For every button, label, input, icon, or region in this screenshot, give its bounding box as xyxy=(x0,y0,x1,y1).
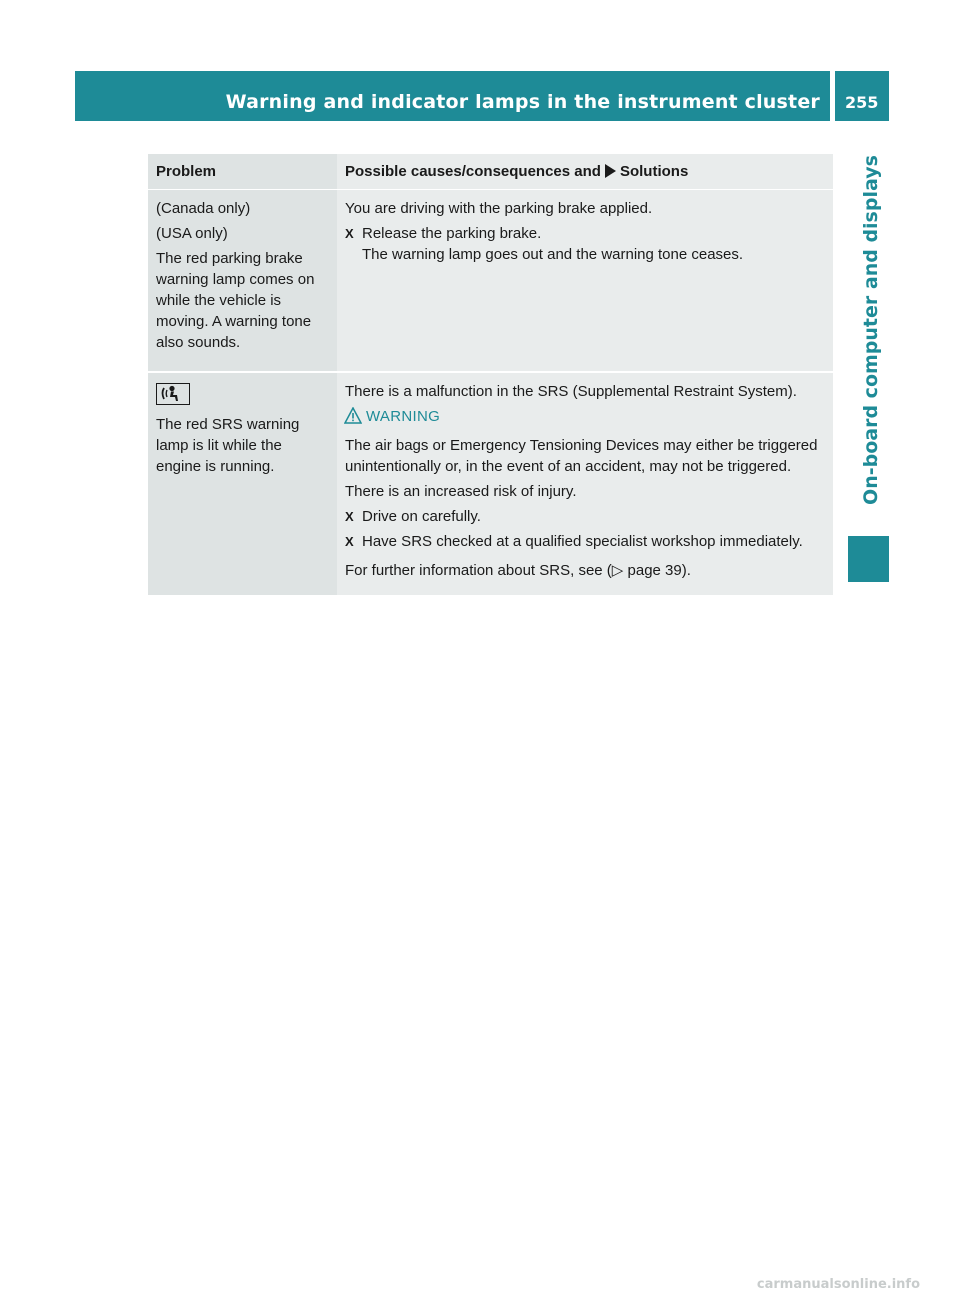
step-arrow-icon: X xyxy=(345,226,354,241)
instruction-step xyxy=(345,223,825,265)
page-title: Warning and indicator lamps in the instrument cluster xyxy=(225,91,820,113)
problem-description: The red SRS warning lamp is lit while the engine is running. xyxy=(156,416,300,475)
problem-region-usa: (USA only) xyxy=(156,225,228,242)
warning-text: The air bags or Emergency Tensioning Devices may either be triggered unintentionally or, in the event of an accident, may not be triggered. xyxy=(345,437,818,475)
step-arrow-icon: X xyxy=(345,509,354,524)
step-result-text: The warning lamp goes out and the warning tone ceases. xyxy=(362,246,744,263)
solution-cell xyxy=(337,190,833,373)
page-number-box xyxy=(835,71,889,121)
column-header-solutions-suffix: Solutions xyxy=(619,163,689,180)
header-bar xyxy=(75,71,830,121)
step-text: Drive on carefully. xyxy=(362,508,481,525)
solution-cell xyxy=(337,372,833,595)
column-header-solutions-prefix: Possible causes/consequences and xyxy=(345,163,601,180)
page-reference-link[interactable]: page 39). xyxy=(627,562,691,579)
table-row xyxy=(148,190,833,373)
problem-description: The red parking brake warning lamp comes on while the vehicle is moving. A warning tone also sounds. xyxy=(156,250,315,351)
problem-region-canada: (Canada only) xyxy=(156,200,251,217)
cause-text: There is a malfunction in the SRS (Supplemental Restraint System). xyxy=(345,383,797,400)
step-arrow-icon: X xyxy=(345,534,354,549)
watermark: carmanualsonline.info xyxy=(756,1277,920,1292)
column-header-solutions xyxy=(337,154,833,190)
warning-triangle-icon xyxy=(344,407,362,424)
instruction-step xyxy=(345,506,825,527)
warning-heading xyxy=(366,406,825,427)
problem-cell xyxy=(148,372,337,595)
risk-text: There is an increased risk of injury. xyxy=(345,483,577,500)
column-header-problem: Problem xyxy=(148,154,337,190)
warning-label: WARNING xyxy=(366,408,441,425)
page-ref-icon: ▷ xyxy=(611,562,624,579)
table-header-row xyxy=(148,154,833,190)
problem-cell xyxy=(148,190,337,373)
info-reference-prefix: For further information about SRS, see ( xyxy=(345,562,612,579)
side-tab-label: On-board computer and displays xyxy=(859,155,882,505)
solutions-arrow-icon xyxy=(605,164,616,178)
srs-airbag-icon xyxy=(156,383,190,405)
table-row xyxy=(148,372,833,595)
cause-text: You are driving with the parking brake applied. xyxy=(345,200,653,217)
side-tab xyxy=(848,128,889,532)
step-text: Release the parking brake. xyxy=(362,225,542,242)
page-number: 255 xyxy=(845,93,879,112)
side-tab-marker xyxy=(848,536,889,582)
warning-lamp-table xyxy=(148,154,833,595)
info-reference xyxy=(345,560,825,581)
step-text: Have SRS checked at a qualified specialist workshop immediately. xyxy=(362,533,803,550)
instruction-step xyxy=(345,531,825,552)
